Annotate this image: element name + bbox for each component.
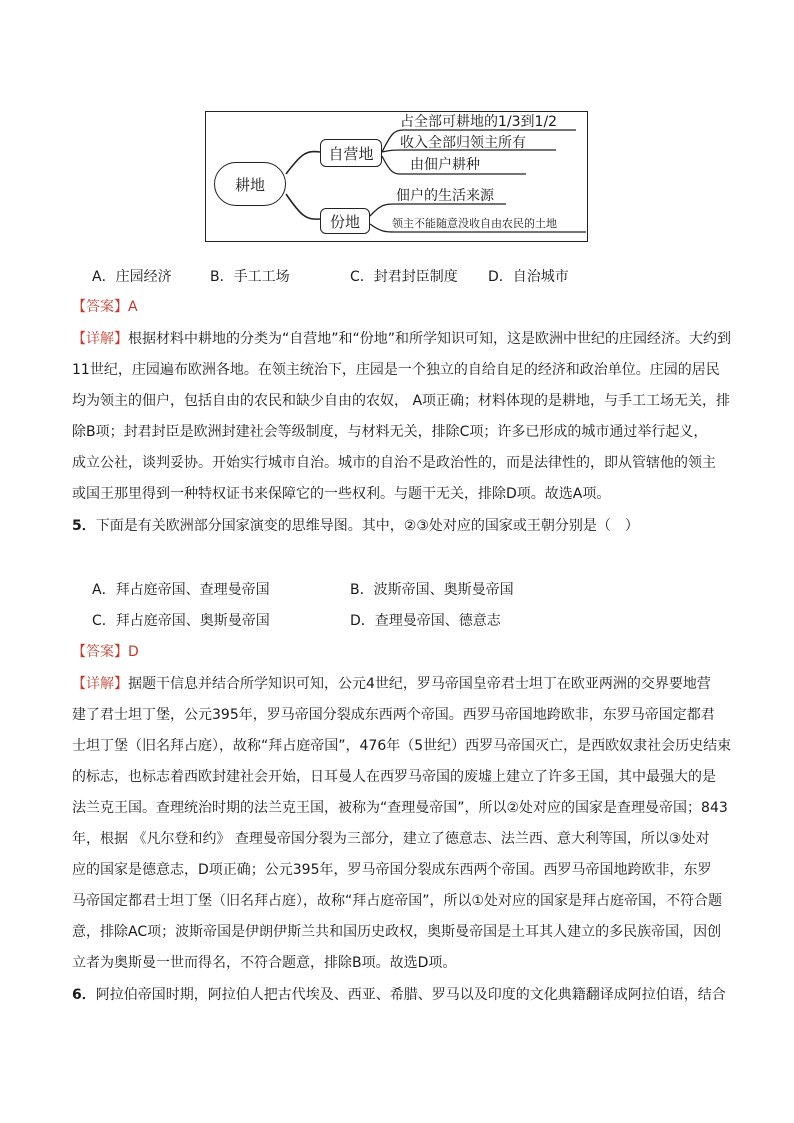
q4-detail-line xyxy=(72,332,731,346)
mind-map-leaf: 领主不能随意没收自由农民的土地 xyxy=(392,217,557,230)
q5-detail-line: 士坦丁堡（旧名拜占庭），故称“拜占庭帝国”，476年（5世纪）西罗马帝国灭亡，是西欧奴隶社会历史结束 xyxy=(72,738,732,754)
stem-text: 处对应的国家或王朝分别是（ ） xyxy=(428,518,639,534)
stem-text: 下面是有关欧洲部分国家演变的思维导图。其中， xyxy=(95,518,404,534)
q5-stem xyxy=(72,519,639,533)
mind-map-leaf: 收入全部归领主所有 xyxy=(400,135,526,151)
q4-detail-line: 除B项；封君封臣是欧洲封建社会等级制度，与材料无关，排除C项；许多已形成的城市通过举行起义， xyxy=(72,424,708,440)
q5-detail-line: 建了君士坦丁堡，公元395年，罗马帝国分裂成东西两个帝国。西罗马帝国地跨欧非，东罗马帝国定都君 xyxy=(72,707,715,723)
q5-option-d: D．查理曼帝国、德意志 xyxy=(350,613,501,629)
circled-number: ③ xyxy=(416,518,429,534)
mind-map-root-node xyxy=(214,162,286,206)
q5-detail-line xyxy=(72,677,711,691)
q4-option-c: C．封君封臣制度 xyxy=(350,269,458,285)
question-number: 5． xyxy=(72,518,96,534)
q5-answer xyxy=(72,645,139,659)
question-number: 6． xyxy=(72,987,96,1003)
q4-option-a: A．庄园经济 xyxy=(92,269,172,285)
root-label: 耕地 xyxy=(234,175,265,194)
mind-map-leaf: 由佃户耕种 xyxy=(410,157,480,173)
circled-number: ② xyxy=(403,518,417,534)
mind-map-leaf: 佃户的生活来源 xyxy=(396,188,494,204)
q5-option-a: A．拜占庭帝国、查理曼帝国 xyxy=(92,582,270,598)
stem-text: 阿拉伯帝国时期，阿拉伯人把古代埃及、西亚、希腊、罗马以及印度的文化典籍翻译成阿拉伯语，结合 xyxy=(95,987,726,1003)
q4-detail-line: 均为领主的佃户，包括自由的农民和缺少自由的农奴， A项正确；材料体现的是耕地，与手工工场无关，排 xyxy=(72,393,731,409)
manor-mind-map xyxy=(205,111,588,242)
q4-detail-line: 成立公社，谈判妥协。开始实行城市自治。城市的自治不是政治性的，而是法律性的，即从管辖他的领主 xyxy=(72,455,716,471)
q5-detail-line: 意，排除AC项；波斯帝国是伊朗伊斯兰共和国历史政权，奥斯曼帝国是土耳其人建立的多民族帝国，因创 xyxy=(72,924,722,940)
detail-tag: 【详解】 xyxy=(72,676,128,692)
answer-tag: 【答案】 xyxy=(72,299,128,315)
mind-map-leaf: 占全部可耕地的1/3到1/2 xyxy=(400,114,558,130)
q4-option-d: D．自治城市 xyxy=(488,269,569,285)
detail-text: 据题干信息并结合所学知识可知，公元4世纪，罗马帝国皇帝君士坦丁在欧亚两洲的交界要地营 xyxy=(128,676,711,692)
q4-answer xyxy=(72,300,138,314)
q5-detail-line: 年，根据 《凡尔登和约》 查理曼帝国分裂为三部分，建立了德意志、法兰西、意大利等国，所以③处对 xyxy=(72,831,710,847)
q6-stem xyxy=(72,988,726,1002)
q4-option-b: B．手工工场 xyxy=(210,269,290,285)
answer-tag: 【答案】 xyxy=(72,644,128,660)
q5-detail-line: 应的国家是德意志，D项正确；公元395年，罗马帝国分裂成东西两个帝国。西罗马帝国地跨欧非，东罗 xyxy=(72,862,712,878)
answer-value: D xyxy=(128,644,139,660)
q4-detail-line: 11世纪，庄园遍布欧洲各地。在领主统治下，庄园是一个独立的自给自足的经济和政治单位。庄园的居民 xyxy=(72,362,720,378)
q5-detail-line: 立者为奥斯曼一世而得名，不符合题意，排除B项。故选D项。 xyxy=(72,955,457,971)
q5-option-c: C．拜占庭帝国、奥斯曼帝国 xyxy=(92,613,270,629)
branch-label: 自营地 xyxy=(328,144,374,163)
q4-detail-line: 或国王那里得到一种特权证书来保障它的一些权利。与题干无关，排除D项。故选A项。 xyxy=(72,486,611,502)
answer-value: A xyxy=(128,299,138,315)
detail-text: 根据材料中耕地的分类为“自营地”和“份地”和所学知识可知，这是欧洲中世纪的庄园经济。大约到 xyxy=(128,331,732,347)
q5-option-b: B．波斯帝国、奥斯曼帝国 xyxy=(350,582,514,598)
branch-label: 份地 xyxy=(329,212,360,231)
q5-detail-line: 法兰克王国。查理统治时期的法兰克王国，被称为“查理曼帝国”，所以②处对应的国家是查理曼帝国；843 xyxy=(72,800,728,816)
mind-map-branch-node xyxy=(320,139,382,167)
q5-detail-line: 马帝国定都君士坦丁堡（旧名拜占庭），故称“拜占庭帝国”，所以①处对应的国家是拜占庭帝国，不符合题 xyxy=(72,893,723,909)
mind-map-branch-node xyxy=(320,208,370,234)
q5-detail-line: 的标志，也标志着西欧封建社会开始，日耳曼人在西罗马帝国的废墟上建立了许多王国，其中最强大的是 xyxy=(72,769,716,785)
detail-tag: 【详解】 xyxy=(72,331,128,347)
